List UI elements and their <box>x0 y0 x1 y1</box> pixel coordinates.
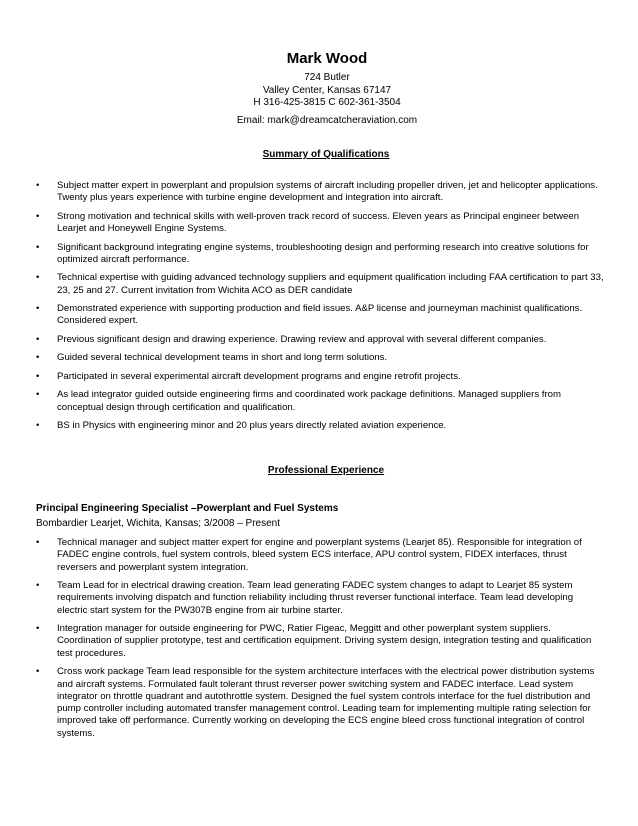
bullet-icon: • <box>36 333 40 345</box>
bullet-icon: • <box>36 420 40 432</box>
summary-item-text: As lead integrator guided outside engineering firms and coordinated work package definitions. Managed suppliers from conceptual design through certification and qualification. <box>57 389 561 413</box>
address-line-1: 724 Butler <box>304 72 350 83</box>
address-line-2: Valley Center, Kansas 67147 <box>262 84 392 96</box>
list-item <box>36 623 606 660</box>
list-item <box>36 420 606 432</box>
summary-item-text: Subject matter expert in powerplant and propulsion systems of aircraft including propeller driven, jet and helicopter applications. Twenty plus years experience with turbine engine development and integration into aircraft. <box>57 180 598 204</box>
bullet-icon: • <box>36 272 40 284</box>
list-item <box>36 352 606 364</box>
summary-item-text: Previous significant design and drawing experience. Drawing review and approval with several different companies. <box>57 333 547 345</box>
bullet-icon: • <box>36 370 40 382</box>
job-title: Principal Engineering Specialist –Powerplant and Fuel Systems <box>36 503 339 514</box>
summary-item-text: BS in Physics with engineering minor and 20 plus years directly related aviation experience. <box>57 420 447 432</box>
list-item <box>36 180 606 205</box>
summary-item-text: Demonstrated experience with supporting production and field issues. A&P license and journeyman machinist qualifications. Considered expert. <box>57 303 583 327</box>
list-item <box>36 242 606 267</box>
summary-item-text: Technical expertise with guiding advanced technology suppliers and equipment qualification including FAA certification to part 33, 23, 25 and 27. Current invitation from Wichita ACO as DER candidate <box>57 272 604 296</box>
resume-header <box>0 50 638 127</box>
bullet-icon: • <box>36 666 40 678</box>
list-item <box>36 389 606 414</box>
bullet-icon: • <box>36 580 40 592</box>
summary-item-text: Guided several technical development teams in short and long term solutions. <box>57 352 388 364</box>
list-item <box>36 666 606 740</box>
list-item <box>36 537 606 574</box>
list-item <box>36 371 606 383</box>
list-item <box>36 334 606 346</box>
list-item <box>36 211 606 236</box>
bullet-icon: • <box>36 352 40 364</box>
list-item <box>36 580 606 617</box>
bullet-icon: • <box>36 623 40 635</box>
experience-item-text: Integration manager for outside engineering for PWC, Ratier Figeac, Meggitt and other powerplant system suppliers. Coordination of supplier prototype, test and certification equipment. Driving system design, integration testing and qualification test procedures. <box>57 623 592 659</box>
summary-heading: Summary of Qualifications <box>262 149 390 160</box>
summary-item-text: Participated in several experimental aircraft development programs and engine retrofit projects. <box>57 370 461 382</box>
email-line: Email: mark@dreamcatcheraviation.com <box>236 114 418 126</box>
list-item <box>36 272 606 297</box>
bullet-icon: • <box>36 389 40 401</box>
bullet-icon: • <box>36 537 40 548</box>
summary-item-text: Significant background integrating engine systems, troubleshooting design and performing research into creative solutions for optimized aircraft performance. <box>57 241 589 265</box>
experience-heading: Professional Experience <box>267 465 385 476</box>
bullet-icon: • <box>36 210 40 222</box>
bullet-icon: • <box>36 180 40 191</box>
summary-list <box>36 180 606 439</box>
list-item <box>36 303 606 328</box>
summary-item-text: Strong motivation and technical skills with well-proven track record of success. Eleven years as Principal engineer between Learjet and Honeywell Engine Systems. <box>57 210 580 235</box>
bullet-icon: • <box>36 303 40 315</box>
phone-line: H 316-425-3815 C 602-361-3504 <box>253 97 401 108</box>
job-employer-dates: Bombardier Learjet, Wichita, Kansas; 3/2008 – Present <box>36 518 281 529</box>
experience-item-text: Cross work package Team lead responsible for the system architecture interfaces with the electrical power distribution systems and aircraft systems. Formulated fault tolerant thrust reverser power switching system and FADEC interface. Lead system integrator on throttle quadrant and autothrottle system. Designed the fuel system controls interface for the fuel distribution and pump controller including automated transfer management control. Leading team for implementing multiple rating selection for improved take off performance. Currently working on developing the ECS engine bleed cross functional integration of control systems. <box>57 666 595 739</box>
bullet-icon: • <box>36 241 40 253</box>
experience-item-text: Team Lead for in electrical drawing creation. Team lead generating FADEC system changes to adapt to Learjet 85 system requirements involving dispatch and function reliability including thrust reverser functional interface. Team lead developing electric start system for the PW307B engine from air turbine starter. <box>57 580 574 616</box>
candidate-name: Mark Wood <box>286 50 368 67</box>
experience-list <box>36 537 606 746</box>
experience-item-text: Technical manager and subject matter expert for engine and powerplant systems (Learjet 85). Responsible for integration of FADEC engine controls, fuel system controls, bleed system ECS interface, APU control system, FIDEX interfaces, thrust reversers and powerplant system integration. <box>57 537 582 573</box>
